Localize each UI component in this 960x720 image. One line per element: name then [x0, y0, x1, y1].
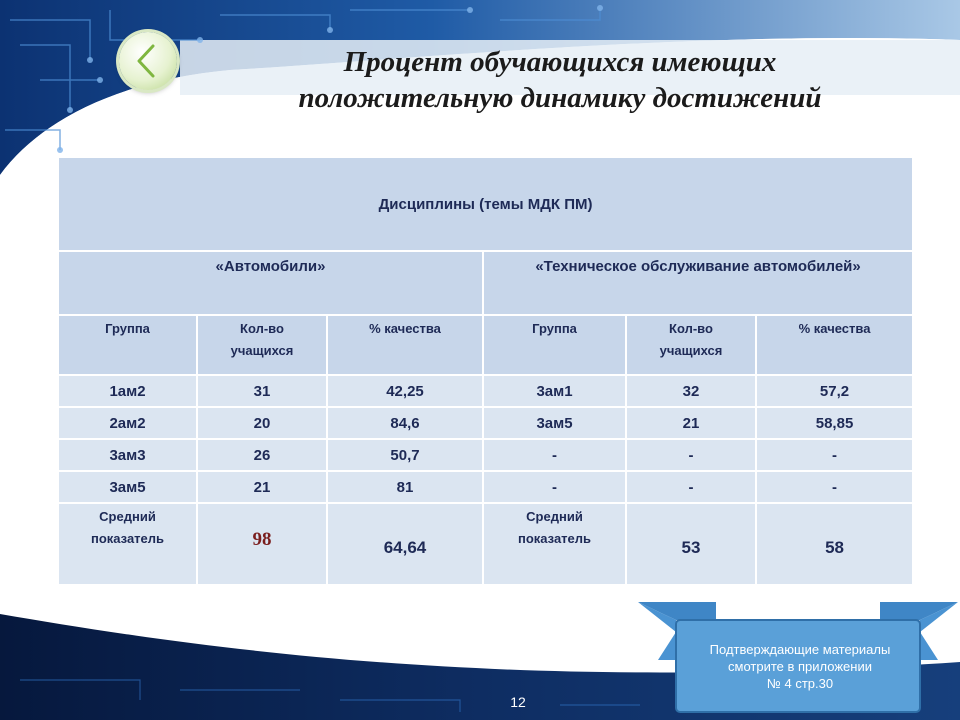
col-count-line2: учащихся	[230, 343, 294, 358]
average-label	[483, 503, 626, 585]
col-quality: % качества	[756, 315, 913, 375]
col-group: Группа	[483, 315, 626, 375]
average-row	[58, 503, 913, 585]
disciplines-header: Дисциплины (темы МДК ПМ)	[58, 157, 913, 251]
discipline-row	[58, 251, 913, 315]
table-cell: 50,7	[327, 439, 483, 471]
table-cell: 21	[197, 471, 327, 503]
results-table	[57, 156, 914, 586]
title-line-1: Процент обучающихся имеющих	[343, 46, 777, 78]
average-label-line2: показатель	[90, 531, 165, 546]
note-text	[686, 641, 914, 692]
average-label-line1: Средний	[526, 509, 583, 524]
table-cell: 3ам1	[483, 375, 626, 407]
average-quality-maintenance: 58	[756, 503, 913, 585]
table-row	[58, 407, 913, 439]
average-count-cars: 98	[197, 503, 327, 585]
table-cell: 26	[197, 439, 327, 471]
table-cell: 21	[626, 407, 756, 439]
average-label	[58, 503, 197, 585]
col-count-line1: Кол-во	[669, 321, 713, 336]
average-count-maintenance: 53	[626, 503, 756, 585]
col-quality: % качества	[327, 315, 483, 375]
table-cell: -	[626, 439, 756, 471]
col-group: Группа	[58, 315, 197, 375]
table-cell: 81	[327, 471, 483, 503]
table-cell: 3ам3	[58, 439, 197, 471]
note-line1: Подтверждающие материалы	[709, 642, 891, 657]
table-cell: -	[626, 471, 756, 503]
average-label-line1: Средний	[99, 509, 156, 524]
table-row	[58, 471, 913, 503]
table-cell: 2ам2	[58, 407, 197, 439]
col-count	[626, 315, 756, 375]
note-line3: № 4 стр.30	[766, 676, 834, 691]
table-cell: 1ам2	[58, 375, 197, 407]
table-cell: 58,85	[756, 407, 913, 439]
table-row	[58, 439, 913, 471]
average-quality-cars: 64,64	[327, 503, 483, 585]
slide-title	[190, 44, 930, 116]
note-line2: смотрите в приложении	[728, 659, 872, 674]
table-row	[58, 375, 913, 407]
title-line-2: положительную динамику достижений	[298, 82, 822, 114]
chevron-left-icon	[119, 32, 177, 90]
discipline-cars: «Автомобили»	[58, 251, 483, 315]
table-cell: 20	[197, 407, 327, 439]
back-button[interactable]	[119, 32, 177, 90]
table-cell: 57,2	[756, 375, 913, 407]
table-header-row	[58, 157, 913, 251]
table-cell: -	[756, 439, 913, 471]
col-count-line1: Кол-во	[240, 321, 284, 336]
table-cell: 84,6	[327, 407, 483, 439]
table-cell: -	[483, 439, 626, 471]
table-cell: 3ам5	[58, 471, 197, 503]
table-cell: 42,25	[327, 375, 483, 407]
discipline-maintenance: «Техническое обслуживание автомобилей»	[483, 251, 913, 315]
average-label-line2: показатель	[517, 531, 592, 546]
column-header-row	[58, 315, 913, 375]
page-number: 12	[510, 694, 526, 710]
col-count-line2: учащихся	[659, 343, 723, 358]
table-cell: 31	[197, 375, 327, 407]
table-cell: 3ам5	[483, 407, 626, 439]
col-count	[197, 315, 327, 375]
table-cell: -	[756, 471, 913, 503]
table-cell: 32	[626, 375, 756, 407]
table-cell: -	[483, 471, 626, 503]
